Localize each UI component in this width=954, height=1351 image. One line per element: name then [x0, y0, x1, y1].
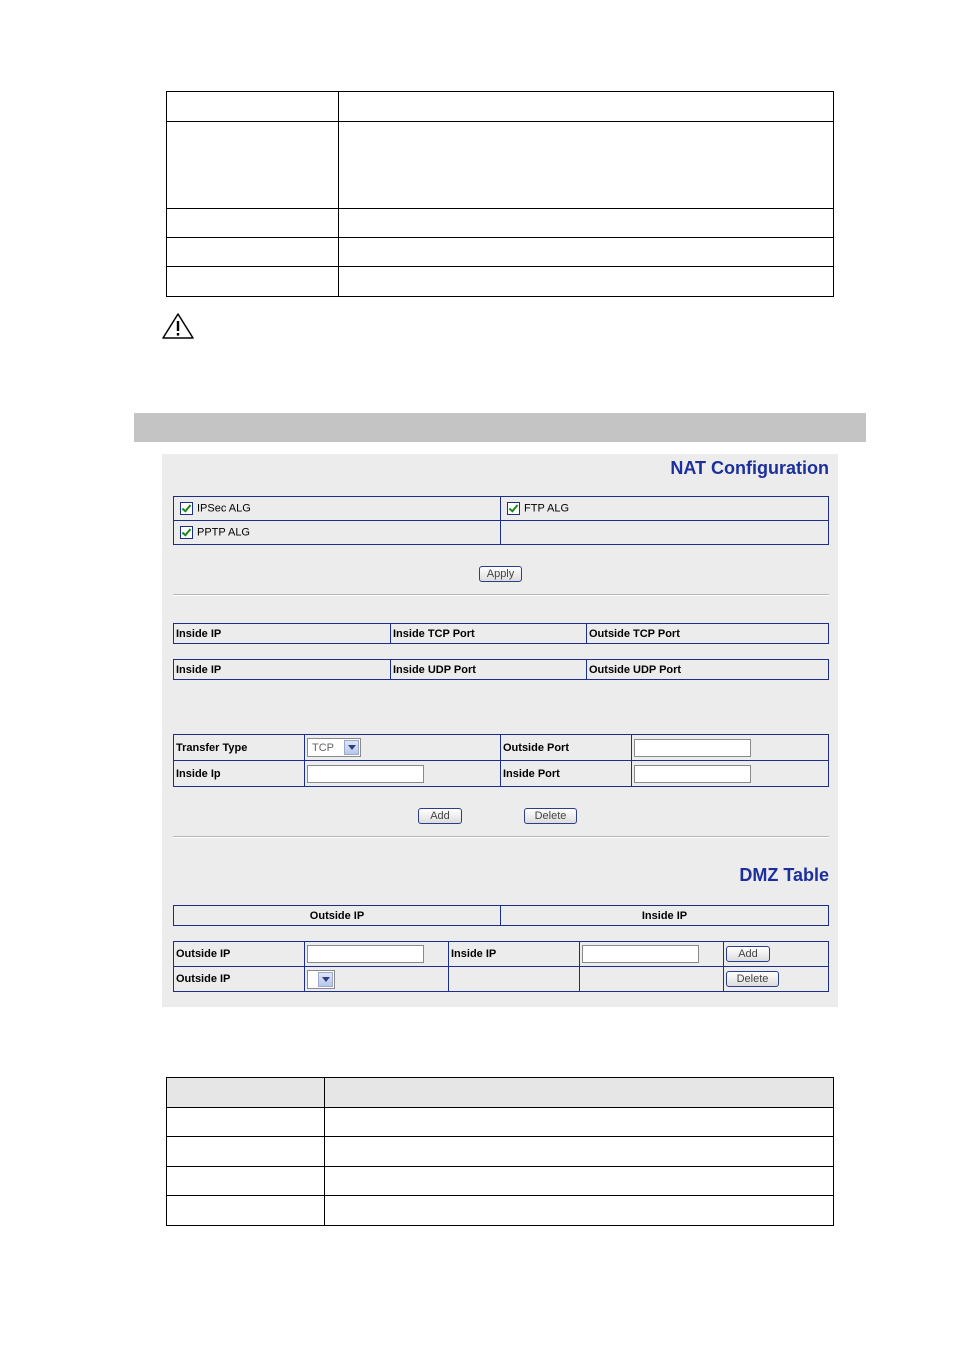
port-forward-form	[173, 734, 829, 787]
table-cell	[167, 209, 339, 238]
apply-button[interactable]: Apply	[479, 566, 522, 582]
dmz-outside-ip-select-cell	[305, 967, 449, 992]
dmz-table	[173, 905, 829, 926]
udp-header-inside-ip: Inside IP	[174, 660, 391, 680]
inside-port-input[interactable]	[634, 765, 751, 783]
dmz-outside-ip-select-label: Outside IP	[174, 967, 305, 992]
table-cell	[167, 238, 339, 267]
empty-cell	[501, 521, 829, 545]
tcp-header-inside-ip: Inside IP	[174, 624, 391, 644]
ftp-alg-cell	[501, 497, 829, 521]
table-cell	[339, 209, 834, 238]
inside-ip-input[interactable]	[307, 765, 424, 783]
dmz-outside-ip-input[interactable]	[307, 945, 424, 963]
table-cell	[325, 1137, 834, 1167]
inside-ip-cell	[305, 761, 501, 787]
top-document-table	[166, 91, 834, 297]
nat-configuration-panel	[162, 454, 838, 1007]
udp-header-outside-port: Outside UDP Port	[587, 660, 829, 680]
add-port-button[interactable]: Add	[418, 808, 462, 824]
inside-ip-label: Inside Ip	[174, 761, 305, 787]
empty-cell	[580, 967, 724, 992]
ipsec-alg-label: IPSec ALG	[197, 502, 251, 515]
table-cell	[167, 1137, 325, 1167]
divider	[173, 594, 829, 596]
tcp-header-outside-port: Outside TCP Port	[587, 624, 829, 644]
dmz-inside-ip-label: Inside IP	[449, 942, 580, 967]
dmz-delete-button[interactable]: Delete	[726, 971, 779, 987]
dmz-form	[173, 941, 829, 992]
table-cell	[167, 267, 339, 297]
outside-port-cell	[632, 735, 829, 761]
dmz-outside-ip-select[interactable]	[307, 970, 335, 989]
dmz-delete-cell	[724, 967, 829, 992]
table-header-cell	[167, 1078, 325, 1108]
table-cell	[339, 267, 834, 297]
empty-cell	[449, 967, 580, 992]
pptp-alg-checkbox[interactable]	[180, 526, 193, 539]
outside-port-input[interactable]	[634, 739, 751, 757]
transfer-type-value: TCP	[312, 741, 334, 754]
table-cell	[339, 92, 834, 122]
ipsec-alg-checkbox[interactable]	[180, 502, 193, 515]
dmz-add-button[interactable]: Add	[726, 946, 770, 962]
chevron-down-icon	[344, 740, 359, 755]
dmz-add-cell	[724, 942, 829, 967]
section-header-bar	[134, 413, 866, 442]
table-header-cell	[325, 1078, 834, 1108]
table-cell	[325, 1108, 834, 1137]
warning-icon	[161, 312, 195, 340]
dmz-header-outside-ip: Outside IP	[174, 906, 501, 926]
dmz-inside-ip-cell	[580, 942, 724, 967]
transfer-type-select[interactable]	[307, 738, 361, 757]
outside-port-label: Outside Port	[501, 735, 632, 761]
dmz-header-inside-ip: Inside IP	[501, 906, 829, 926]
dmz-outside-ip-label: Outside IP	[174, 942, 305, 967]
table-cell	[167, 122, 339, 209]
tcp-header-inside-port: Inside TCP Port	[391, 624, 587, 644]
table-cell	[167, 1167, 325, 1196]
udp-header-inside-port: Inside UDP Port	[391, 660, 587, 680]
table-cell	[167, 1196, 325, 1226]
inside-port-label: Inside Port	[501, 761, 632, 787]
inside-port-cell	[632, 761, 829, 787]
dmz-inside-ip-input[interactable]	[582, 945, 699, 963]
ftp-alg-checkbox[interactable]	[507, 502, 520, 515]
table-cell	[325, 1167, 834, 1196]
nat-configuration-title: NAT Configuration	[670, 458, 829, 478]
transfer-type-label: Transfer Type	[174, 735, 305, 761]
dmz-table-title: DMZ Table	[739, 865, 829, 885]
pptp-alg-label: PPTP ALG	[197, 526, 250, 539]
divider	[173, 836, 829, 838]
table-cell	[167, 92, 339, 122]
table-cell	[325, 1196, 834, 1226]
ipsec-alg-cell	[174, 497, 501, 521]
dmz-outside-ip-cell	[305, 942, 449, 967]
delete-port-button[interactable]: Delete	[524, 808, 577, 824]
table-cell	[339, 122, 834, 209]
chevron-down-icon	[318, 972, 333, 987]
pptp-alg-cell	[174, 521, 501, 545]
tcp-mapping-table	[173, 623, 829, 644]
table-cell	[339, 238, 834, 267]
udp-mapping-table	[173, 659, 829, 680]
table-cell	[167, 1108, 325, 1137]
ftp-alg-label: FTP ALG	[524, 502, 570, 515]
transfer-type-cell	[305, 735, 501, 761]
bottom-document-table	[166, 1077, 834, 1226]
alg-options-table	[173, 496, 829, 545]
